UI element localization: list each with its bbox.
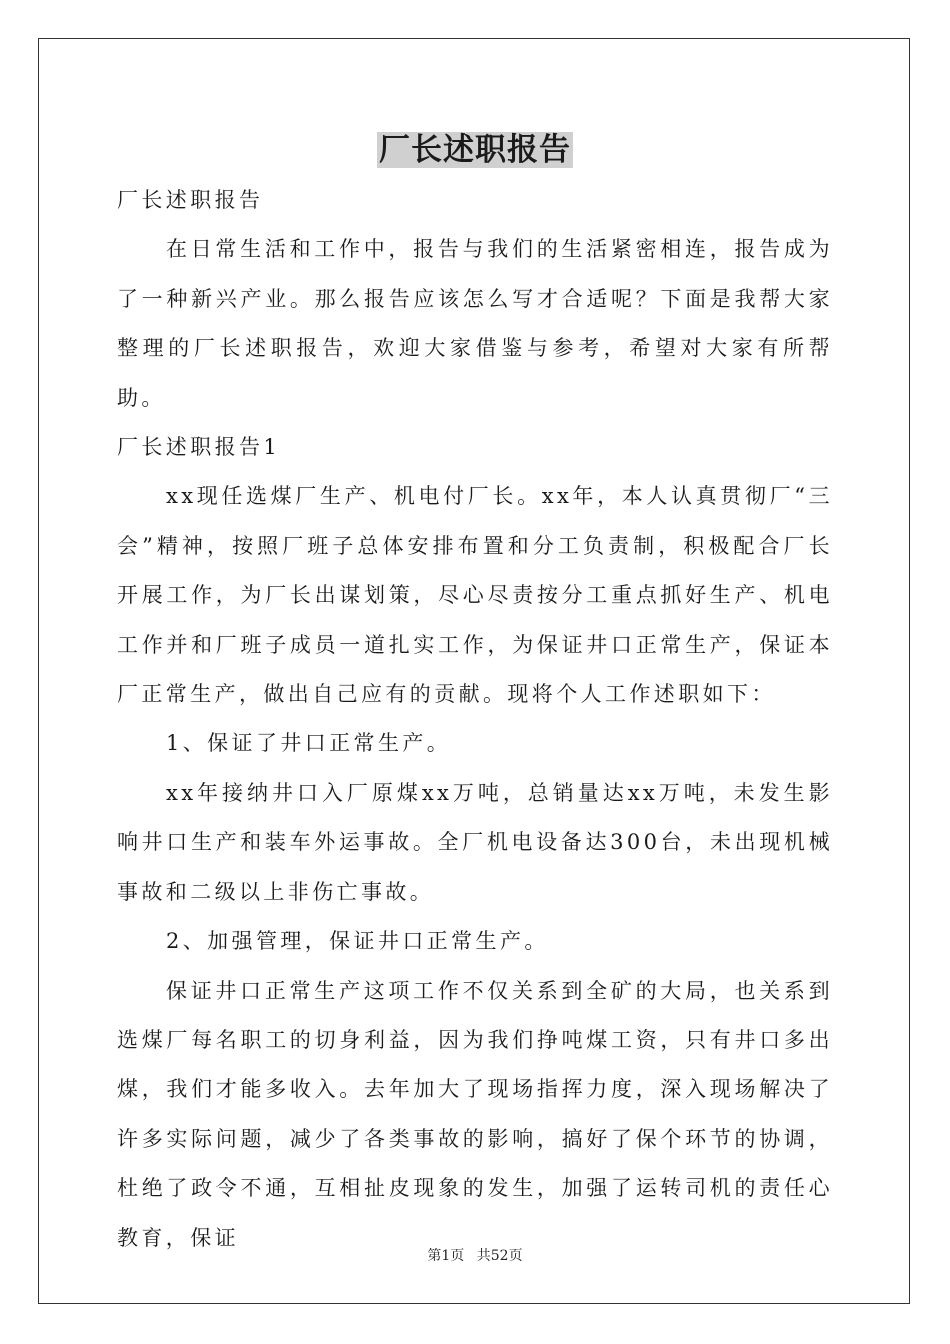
paragraph-heading: 厂长述职报告 — [117, 188, 264, 212]
list-item-heading: 1、保证了井口正常生产。 — [166, 731, 452, 756]
document-title-text: 厂长述职报告 — [379, 132, 571, 168]
paragraph-intro: 在日常生活和工作中，报告与我们的生活紧密相连，报告成为了一种新兴产业。那么报告应该怎么写才合适呢？下面是我帮大家整理的厂长述职报告，欢迎大家借鉴与参考，希望对大家有所帮助。 — [117, 237, 833, 410]
paragraph: 保证井口正常生产这项工作不仅关系到全矿的大局，也关系到选煤厂每名职工的切身利益，因为我们挣吨煤工资，只有井口多出煤，我们才能多收入。去年加大了现场指挥力度，深入现场解决了许多实际问题，减少了各类事故的影响，搞好了保个环节的协调，杜绝了政令不通，互相扯皮现象的发生，加强了运转司机的责任心教育，保证 — [117, 978, 833, 1250]
paragraph: xx现任选煤厂生产、机电付厂长。xx年，本人认真贯彻厂“三会”精神，按照厂班子总体安排布置和分工负责制，积极配合厂长开展工作，为厂长出谋划策，尽心尽责按分工重点抓好生产、机电工作并和厂班子成员一道扎实工作，为保证井口正常生产，保证本厂正常生产，做出自己应有的贡献。现将个人工作述职如下： — [117, 484, 833, 707]
paragraph: xx年接纳井口入厂原煤xx万吨，总销量达xx万吨，未发生影响井口生产和装车外运事故。全厂机电设备达300台，未出现机械事故和二级以上非伤亡事故。 — [117, 780, 833, 904]
page-total: 共52页 — [476, 1248, 523, 1264]
list-item-heading: 2、加强管理，保证井口正常生产。 — [166, 929, 549, 954]
page-footer — [0, 1246, 950, 1266]
page-number: 第1页 — [427, 1248, 465, 1264]
document-body — [117, 176, 833, 1263]
document-title — [0, 128, 950, 172]
section-heading: 厂长述职报告1 — [117, 435, 281, 460]
